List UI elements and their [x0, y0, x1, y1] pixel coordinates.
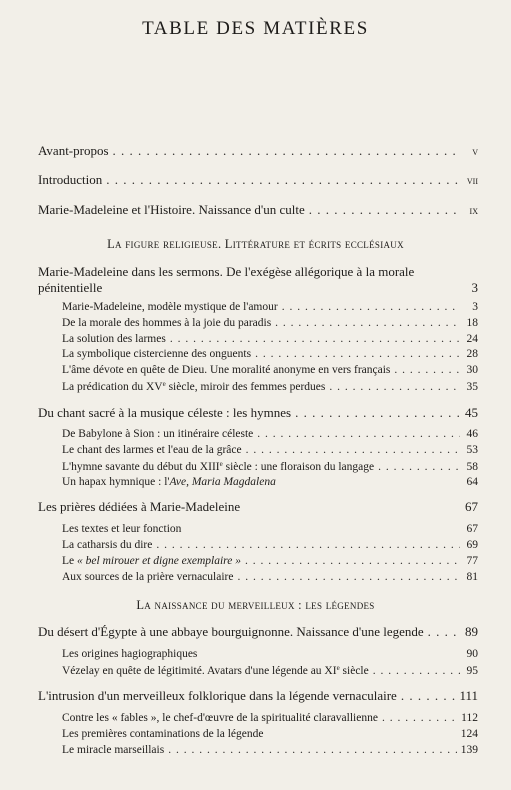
toc-subentry[interactable]: [62, 539, 478, 551]
toc-label: Contre les « fables », le chef-d'œuvre de la spiritualité claravallienne: [62, 712, 378, 724]
toc-subentry[interactable]: [62, 301, 478, 313]
toc-entry-histoire[interactable]: [38, 202, 478, 218]
leader-dots: [282, 301, 460, 313]
toc-subentry[interactable]: [62, 364, 478, 376]
toc-label: Du désert d'Égypte à une abbaye bourguignonne. Naissance d'une legende: [38, 624, 424, 639]
leader-dots: [156, 539, 460, 551]
toc-subentry[interactable]: [62, 460, 478, 473]
toc-page: 30: [466, 364, 478, 376]
toc-page: 64: [466, 476, 478, 488]
toc-label: Les prières dédiées à Marie-Madeleine: [38, 499, 241, 514]
leader-dots: [428, 624, 460, 640]
toc-page: 111: [459, 688, 478, 703]
toc-page: 53: [466, 444, 478, 456]
leader-dots: [394, 364, 460, 376]
toc-label: Marie-Madeleine dans les sermons. De l'exégèse allégorique à la morale: [38, 264, 415, 279]
toc-page: 46: [466, 428, 478, 440]
leader-dots: [170, 333, 460, 345]
leader-dots: [378, 461, 460, 473]
toc-label: Avant-propos: [38, 143, 109, 158]
toc-label: Le « bel mirouer et digne exemplaire »: [62, 555, 241, 567]
leader-dots: [373, 665, 460, 677]
toc-label: Le chant des larmes et l'eau de la grâce: [62, 444, 242, 456]
toc-label: De Babylone à Sion : un itinéraire céleste: [62, 428, 254, 440]
toc-page: ix: [469, 203, 478, 217]
toc-page: 112: [461, 712, 478, 724]
toc-label: Du chant sacré à la musique céleste : les hymnes: [38, 405, 292, 420]
leader-dots: [401, 688, 456, 704]
toc-page: 89: [465, 624, 478, 639]
toc-page: v: [472, 144, 478, 158]
toc-page: 67: [466, 523, 478, 535]
toc-subentry[interactable]: [62, 380, 478, 393]
toc-entry-intrusion[interactable]: [38, 688, 478, 704]
toc-page: 58: [466, 461, 478, 473]
leader-dots: [245, 555, 460, 567]
toc-subentry[interactable]: [62, 744, 478, 756]
toc-page: 3: [472, 301, 478, 313]
toc-page: 35: [466, 381, 478, 393]
toc-subentry[interactable]: [62, 348, 478, 360]
leader-dots: [246, 444, 460, 456]
toc-subentry[interactable]: [62, 444, 478, 456]
toc-entry-desert[interactable]: [38, 624, 478, 640]
toc-label: Marie-Madeleine et l'Histoire. Naissance d'un culte: [38, 202, 305, 217]
toc-page: 69: [466, 539, 478, 551]
toc-subentry[interactable]: [62, 728, 478, 740]
toc-label: Les origines hagiographiques: [62, 648, 198, 660]
leader-dots: [113, 143, 460, 159]
toc-label: Les premières contaminations de la légende: [62, 728, 264, 740]
toc-page: 18: [466, 317, 478, 329]
toc-page: 81: [466, 571, 478, 583]
section-heading-part1: La figure religieuse. Littérature et écrits ecclésiaux: [107, 237, 404, 251]
toc-subentry[interactable]: [62, 712, 478, 724]
toc-subentry[interactable]: [62, 428, 478, 440]
leader-dots: [329, 381, 460, 393]
toc-label: L'âme dévote en quête de Dieu. Une moralité anonyme en vers français: [62, 364, 391, 376]
toc-subentry[interactable]: [62, 555, 478, 567]
toc-page: 139: [460, 744, 478, 756]
toc-label: De la morale des hommes à la joie du paradis: [62, 317, 272, 329]
leader-dots: [106, 172, 460, 188]
toc-page: vii: [466, 173, 478, 187]
toc-label: La catharsis du dire: [62, 539, 153, 551]
leader-dots: [295, 405, 460, 421]
toc-subentry[interactable]: [62, 333, 478, 345]
toc-label-cont: pénitentielle: [38, 280, 103, 295]
toc-entry-hymnes[interactable]: [38, 405, 478, 421]
toc-entry-prieres[interactable]: [38, 499, 478, 515]
toc-page: 3: [471, 280, 478, 295]
toc-label: Introduction: [38, 172, 103, 187]
toc-entry-avant-propos[interactable]: [38, 143, 478, 159]
toc-label: La solution des larmes: [62, 333, 166, 345]
toc-label: La symbolique cistercienne des onguents: [62, 348, 252, 360]
toc-subentry[interactable]: [62, 523, 478, 535]
leader-dots: [382, 712, 457, 724]
toc-page: 28: [466, 348, 478, 360]
leader-dots: [309, 202, 460, 218]
toc-subentry[interactable]: [62, 571, 478, 583]
leader-dots: [257, 428, 460, 440]
toc-label: Aux sources de la prière vernaculaire: [62, 571, 234, 583]
page-title: TABLE DES MATIÈRES: [142, 18, 369, 39]
toc-page: 90: [466, 648, 478, 660]
toc-subentry[interactable]: [62, 648, 478, 660]
toc-page: 124: [460, 728, 478, 740]
toc-label: Le miracle marseillais: [62, 744, 165, 756]
leader-dots: [168, 744, 457, 756]
toc-page: 67: [465, 499, 478, 514]
leader-dots: [275, 317, 460, 329]
section-heading-part2: La naissance du merveilleux : les légendes: [136, 598, 375, 612]
toc-label: Les textes et leur fonction: [62, 523, 182, 535]
toc-label: Vézelay en quête de légitimité. Avatars d'une légende au XIe siècle: [62, 664, 369, 677]
toc-subentry[interactable]: [62, 317, 478, 329]
toc-subentry[interactable]: [62, 476, 478, 488]
toc-subentry[interactable]: [62, 664, 478, 677]
toc-page: 77: [466, 555, 478, 567]
toc-label: L'hymne savante du début du XIIIe siècle : une floraison du langage: [62, 460, 375, 473]
toc-entry-sermons[interactable]: [38, 264, 478, 296]
toc-page: 45: [465, 405, 478, 420]
toc-entry-introduction[interactable]: [38, 172, 478, 188]
leader-dots: [255, 348, 460, 360]
toc-label: Marie-Madeleine, modèle mystique de l'amour: [62, 301, 278, 313]
toc-page: 24: [466, 333, 478, 345]
toc-label: L'intrusion d'un merveilleux folklorique dans la légende vernaculaire: [38, 688, 397, 703]
toc-page: 95: [466, 665, 478, 677]
toc-label: La prédication du XVe siècle, miroir des femmes perdues: [62, 380, 326, 393]
leader-dots: [237, 571, 460, 583]
toc-label: Un hapax hymnique : l'Ave, Maria Magdalena: [62, 476, 276, 488]
